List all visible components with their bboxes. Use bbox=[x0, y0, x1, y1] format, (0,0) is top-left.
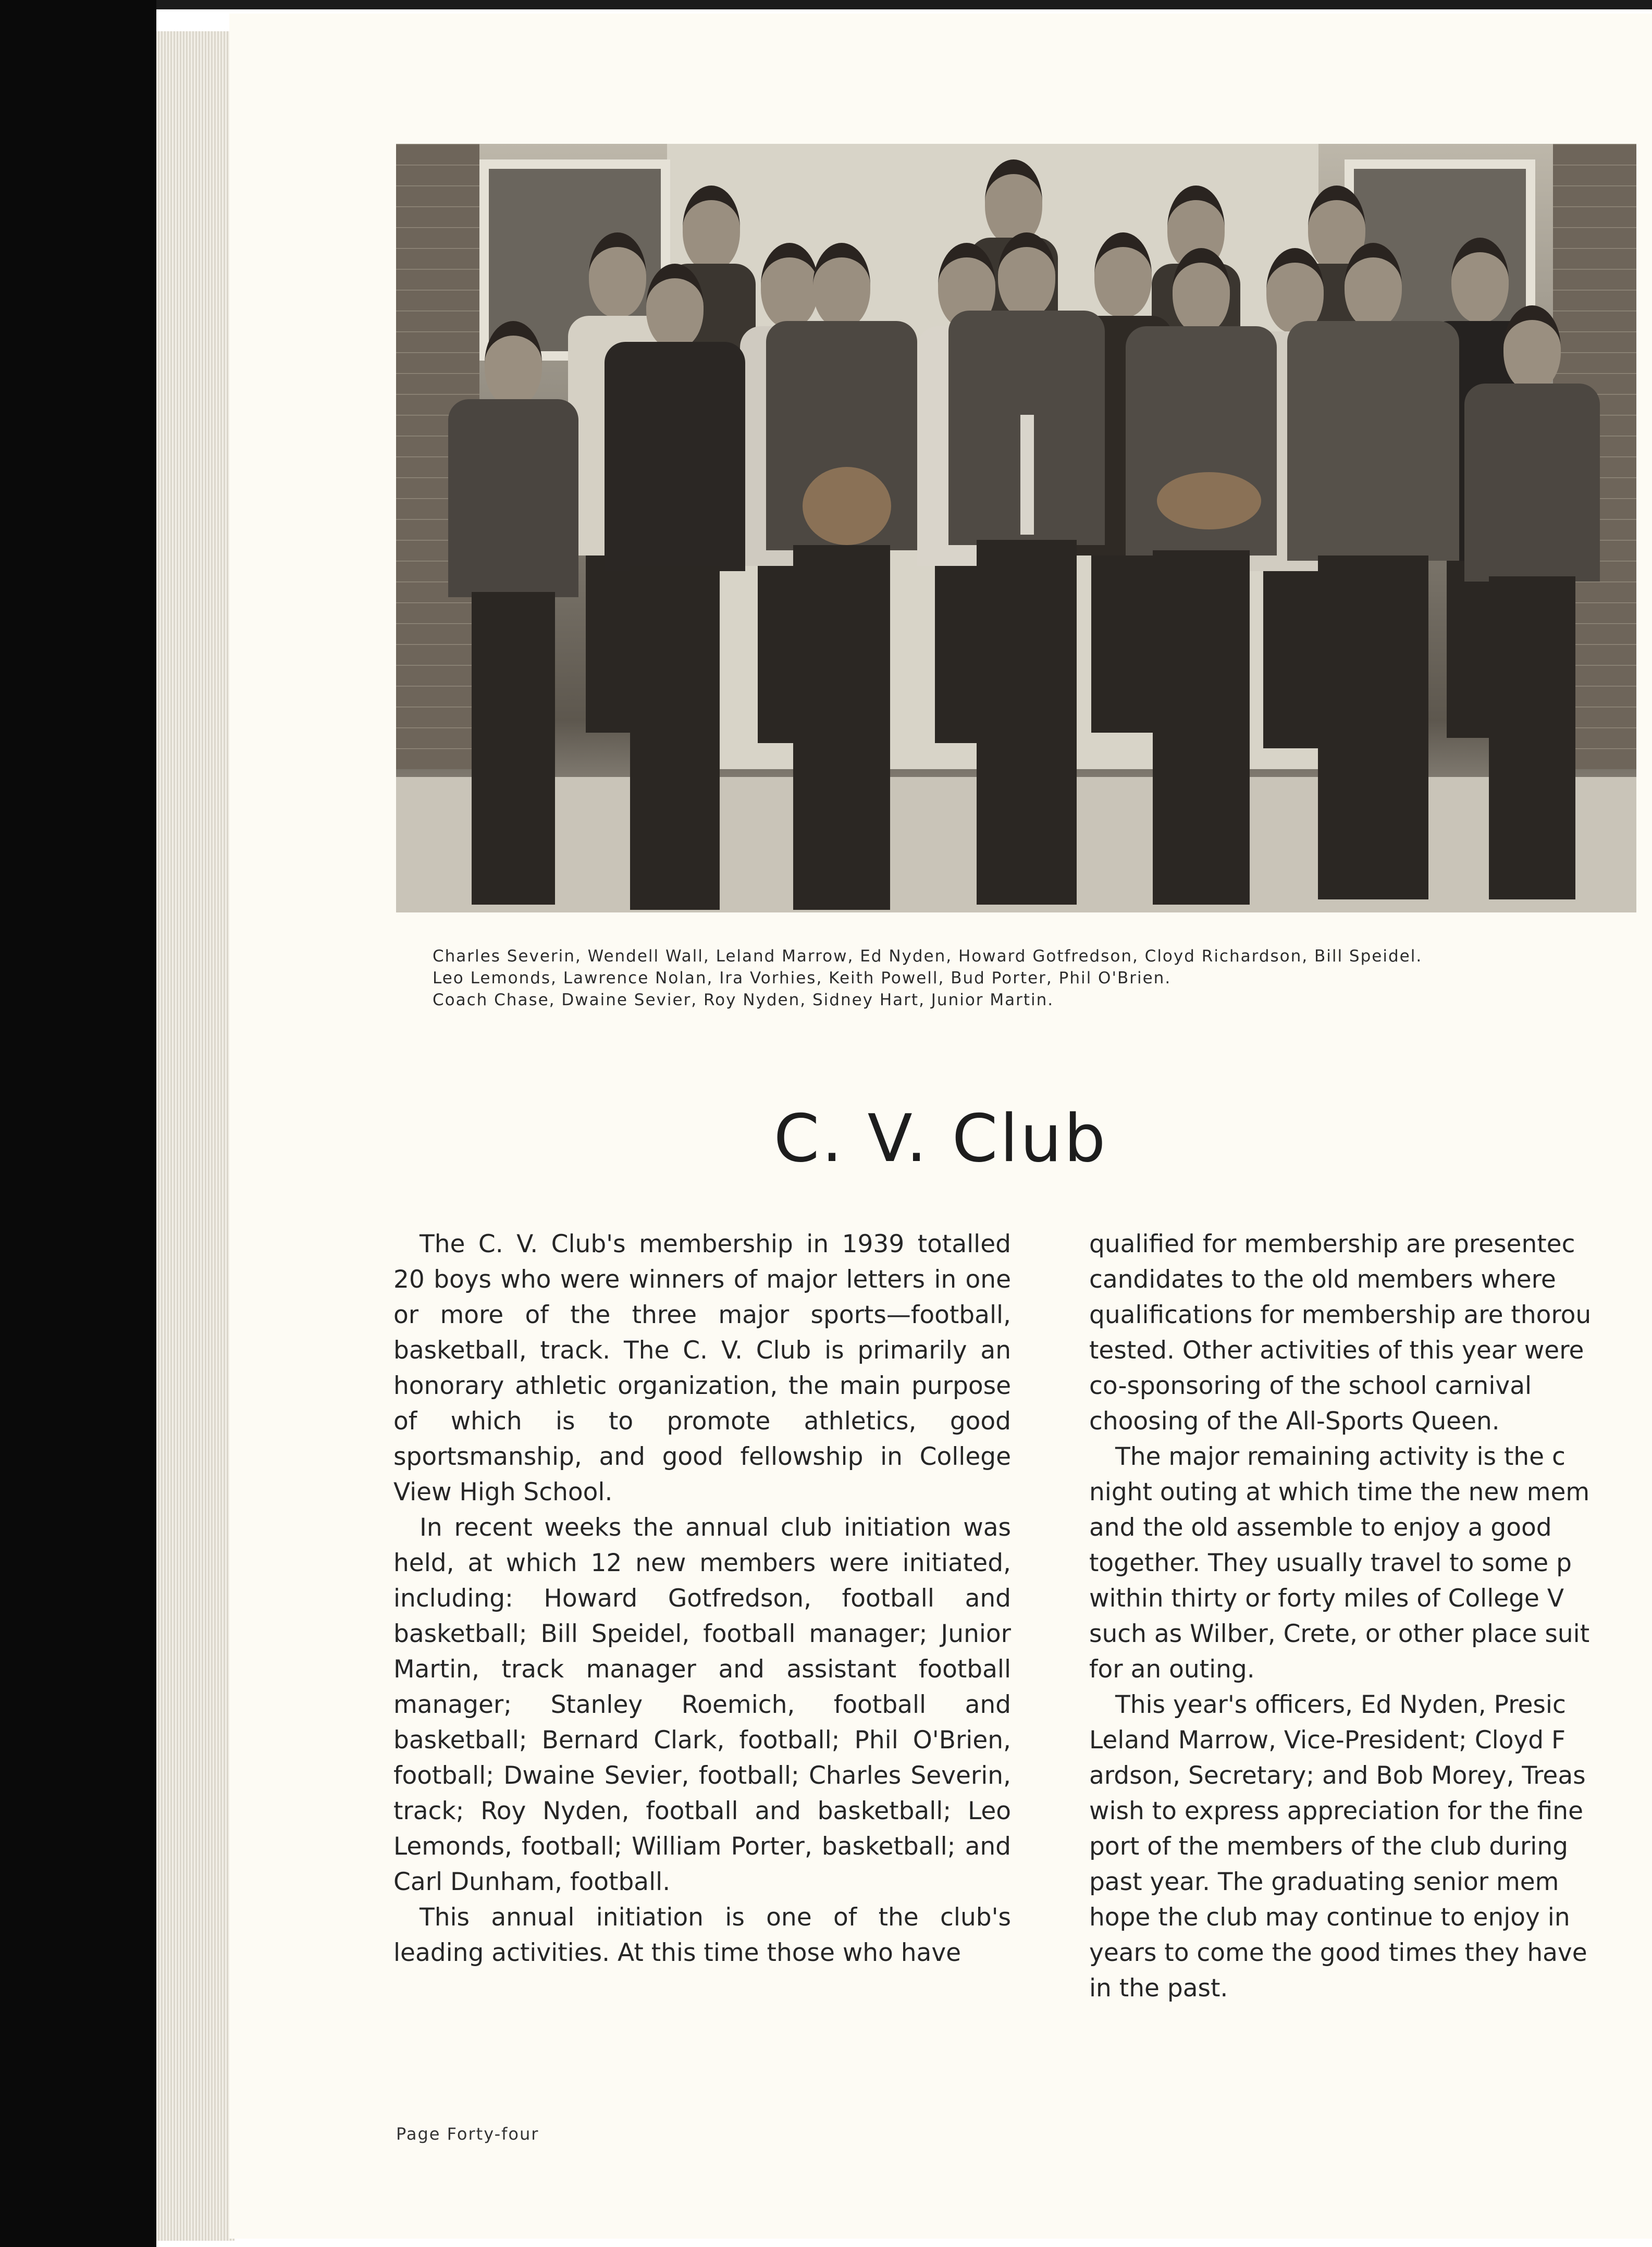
person-front-row bbox=[605, 264, 745, 912]
article-paragraph: In recent weeks the annual club initiation was held, at which 12 new members were initiated, including: Howard Gotfredson, football and basketball; Bill Speidel, football manager; Junior Martin, track manager and assistant football manager; Stanley Roemich, football and basketball; Bernard Clark, football; Phil O'Brien, football; Dwaine Sevier, football; Charles Severin, track; Roy Nyden, football and basketball; Leo Lemonds, football; William Porter, basketball; and Carl Dunham, football. bbox=[393, 1513, 1011, 1896]
article-line: port of the members of the club during bbox=[1089, 1832, 1568, 1861]
article-line: Leland Marrow, Vice-President; Cloyd F bbox=[1089, 1726, 1566, 1755]
article-line: qualified for membership are presentec bbox=[1089, 1230, 1575, 1258]
page-number: Page Forty-four bbox=[396, 2124, 539, 2144]
basketball bbox=[803, 467, 891, 545]
team-photograph bbox=[396, 144, 1636, 912]
article-line: together. They usually travel to some p bbox=[1089, 1549, 1572, 1577]
article-right-column bbox=[1089, 1227, 1652, 2006]
article-line: years to come the good times they have bbox=[1089, 1939, 1587, 1967]
article-line: qualifications for membership are thorou bbox=[1089, 1301, 1592, 1329]
article-line: choosing of the All-Sports Queen. bbox=[1089, 1407, 1500, 1436]
article-line: such as Wilber, Crete, or other place suit bbox=[1089, 1620, 1590, 1648]
article-line: within thirty or forty miles of College V bbox=[1089, 1584, 1564, 1613]
article-line: ardson, Secretary; and Bob Morey, Treas bbox=[1089, 1761, 1586, 1790]
person-front-row bbox=[948, 232, 1105, 910]
page-title: C. V. Club bbox=[773, 1100, 1108, 1177]
article-line: hope the club may continue to enjoy in bbox=[1089, 1903, 1570, 1932]
yearbook-page bbox=[229, 14, 1652, 2239]
person-front-row bbox=[448, 321, 578, 912]
article-paragraph: This annual initiation is one of the club's leading activities. At this time those who have bbox=[393, 1903, 1011, 1967]
caption-line: Leo Lemonds, Lawrence Nolan, Ira Vorhies, Keith Powell, Bud Porter, Phil O'Brien. bbox=[433, 969, 1172, 987]
person-front-row bbox=[1287, 243, 1459, 905]
article-line: wish to express appreciation for the fine bbox=[1089, 1797, 1583, 1825]
article-line: and the old assemble to enjoy a good bbox=[1089, 1513, 1552, 1542]
article-line: past year. The graduating senior mem bbox=[1089, 1868, 1559, 1896]
article-line: for an outing. bbox=[1089, 1655, 1255, 1684]
article-line: candidates to the old members where bbox=[1089, 1265, 1556, 1294]
photo-caption bbox=[433, 945, 1631, 1011]
scan-top-edge bbox=[146, 0, 1652, 9]
article-line: tested. Other activities of this year were bbox=[1089, 1336, 1584, 1365]
article-left-column bbox=[393, 1227, 1011, 1971]
article-line: This year's officers, Ed Nyden, Presic bbox=[1115, 1690, 1566, 1719]
article-line: co-sponsoring of the school carnival bbox=[1089, 1372, 1532, 1400]
person-front-row bbox=[1464, 305, 1600, 905]
trophy bbox=[1020, 415, 1034, 535]
article-paragraph: The C. V. Club's membership in 1939 totalled 20 boys who were winners of major letters in one or more of the three major sports—football, basketball, track. The C. V. Club is primarily an honorary athletic organization, the main purpose of which is to promote athletics, good sportsmanship, and good fellowship in College View High School. bbox=[393, 1230, 1011, 1507]
person-front-row bbox=[766, 243, 917, 912]
caption-line: Charles Severin, Wendell Wall, Leland Marrow, Ed Nyden, Howard Gotfredson, Cloyd Richardson, Bill Speidel. bbox=[433, 947, 1423, 966]
football bbox=[1157, 472, 1261, 529]
article-line: The major remaining activity is the c bbox=[1115, 1442, 1565, 1471]
caption-line: Coach Chase, Dwaine Sevier, Roy Nyden, Sidney Hart, Junior Martin. bbox=[433, 991, 1054, 1009]
article-line: night outing at which time the new mem bbox=[1089, 1478, 1590, 1507]
book-page-edges bbox=[156, 31, 235, 2241]
article-line: in the past. bbox=[1089, 1974, 1228, 2003]
scanner-background bbox=[0, 0, 156, 2247]
person-front-row bbox=[1126, 248, 1277, 910]
